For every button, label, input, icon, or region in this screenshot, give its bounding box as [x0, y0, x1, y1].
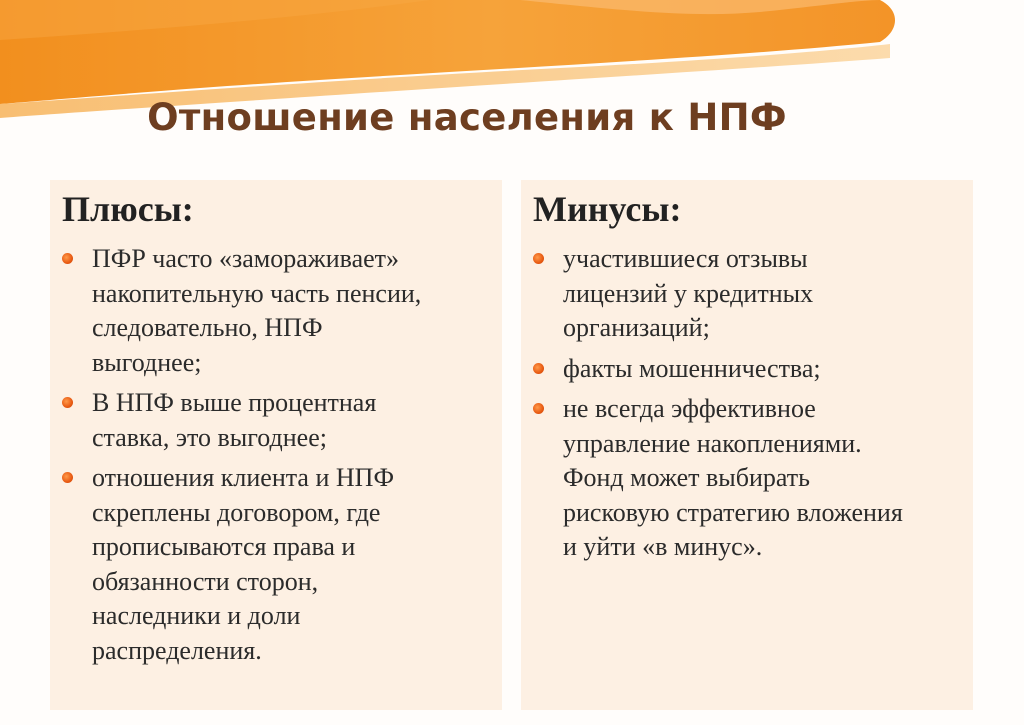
- pros-heading: Плюсы:: [62, 189, 194, 229]
- list-item-line: ПФР часто «замораживает»: [92, 244, 400, 273]
- list-item: [62, 386, 498, 455]
- list-item-line: наследники и доли: [92, 601, 301, 630]
- list-item: [62, 242, 498, 380]
- bullet-dot-icon: [533, 363, 544, 374]
- list-item-line: В НПФ выше процентная: [92, 388, 377, 417]
- list-item-line: ставка, это выгоднее;: [92, 422, 327, 452]
- list-item-line: лицензий у кредитных: [563, 278, 814, 308]
- page-title: Отношение населения к НПФ: [147, 96, 787, 139]
- list-item-line: распределения.: [92, 635, 262, 665]
- bullet-dot-icon: [62, 253, 73, 264]
- list-item-line: факты мошенничества;: [563, 353, 821, 383]
- pros-panel: [50, 180, 502, 710]
- list-item-line: участившиеся отзывы: [563, 244, 808, 273]
- cons-list: [533, 242, 969, 571]
- list-item-line: организаций;: [563, 313, 710, 342]
- list-item-line: и уйти «в минус».: [563, 532, 763, 561]
- list-item-line: прописываются права и: [92, 532, 356, 561]
- pros-list: [62, 242, 498, 674]
- list-item-line: рисковую стратегию вложения: [563, 497, 903, 527]
- list-item-line: скреплены договором, где: [92, 497, 381, 527]
- bullet-dot-icon: [62, 472, 73, 483]
- bullet-dot-icon: [62, 397, 73, 408]
- list-item-line: выгоднее;: [92, 347, 202, 377]
- bullet-dot-icon: [533, 253, 544, 264]
- list-item-line: отношения клиента и НПФ: [92, 463, 394, 492]
- list-item: [533, 242, 969, 346]
- cons-heading: Минусы:: [533, 189, 682, 229]
- list-item-line: не всегда эффективное: [563, 394, 816, 423]
- list-item: [533, 392, 969, 565]
- list-item: [533, 352, 969, 387]
- list-item: [62, 461, 498, 668]
- list-item-line: накопительную часть пенсии,: [92, 278, 422, 308]
- list-item-line: управление накоплениями.: [563, 428, 862, 458]
- bullet-dot-icon: [533, 403, 544, 414]
- list-item-line: обязанности сторон,: [92, 566, 319, 596]
- list-item-line: следовательно, НПФ: [92, 313, 323, 342]
- cons-panel: [521, 180, 973, 710]
- list-item-line: Фонд может выбирать: [563, 463, 810, 492]
